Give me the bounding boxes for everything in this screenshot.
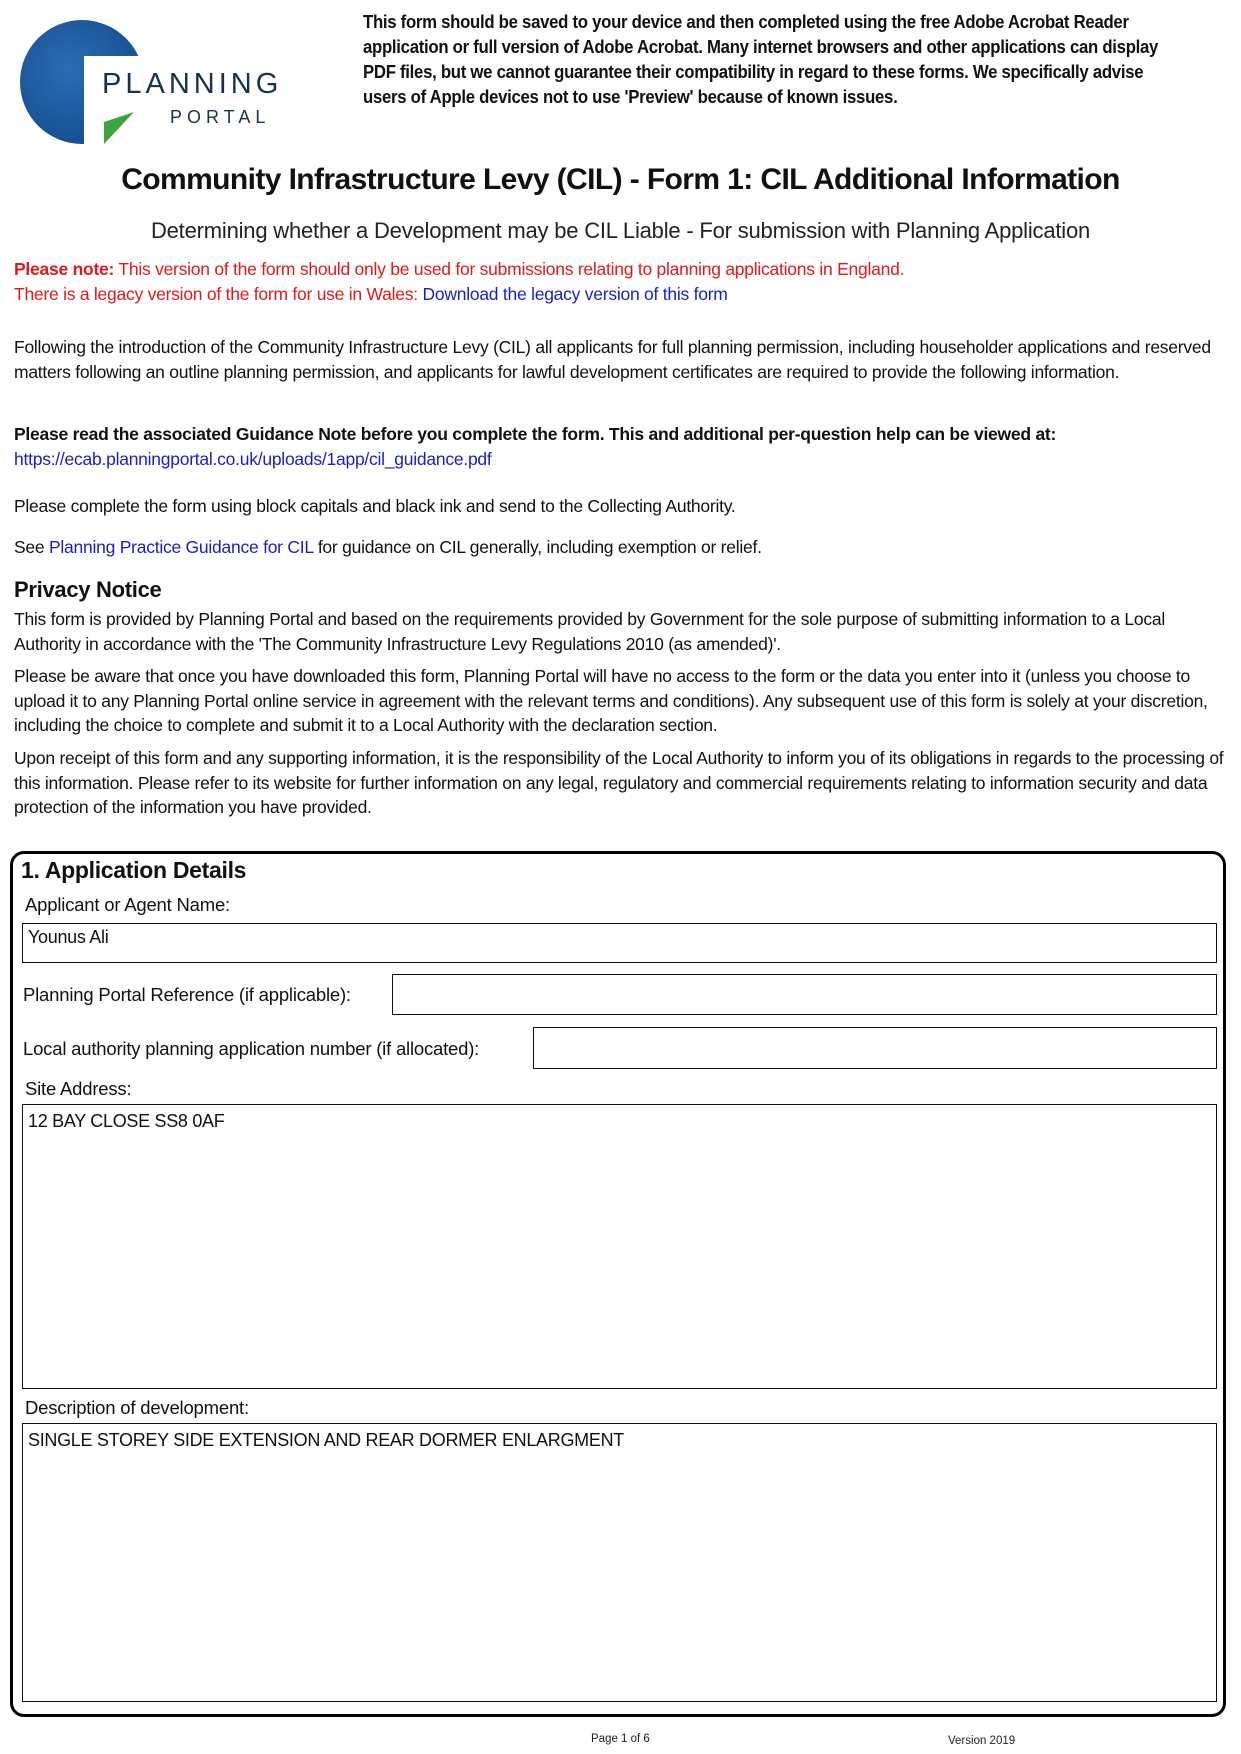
site-address-field[interactable]: 12 BAY CLOSE SS8 0AF [22, 1104, 1217, 1389]
please-note-text: This version of the form should only be used for submissions relating to planning applications in England. [114, 259, 905, 279]
section-title: 1. Application Details [21, 857, 247, 883]
description-field[interactable]: SINGLE STOREY SIDE EXTENSION AND REAR DORMER ENLARGMENT [22, 1423, 1217, 1702]
la-application-number-label: Local authority planning application number (if allocated): [23, 1038, 480, 1059]
applicant-name-field[interactable]: Younus Ali [22, 923, 1217, 963]
svg-text:PLANNING: PLANNING [102, 68, 283, 100]
planning-portal-logo [16, 18, 306, 146]
svg-text:PORTAL: PORTAL [170, 107, 271, 127]
privacy-paragraph-1: This form is provided by Planning Portal and based on the requirements provided by Government for the sole purpose of submitting information to a Local Authority in accordance with the 'The Community Infrastructure Levy Regulations 2010 (as amended)'. [14, 609, 1165, 654]
acrobat-notice: This form should be saved to your device and then completed using the free Adobe Acrobat Reader application or full version of Adobe Acrobat. Many internet browsers and other applications can display PDF files, but we cannot guarantee their compatibility in regard to these forms. We specifically advise users of Apple devices not to use 'Preview' because of known issues. [363, 12, 1159, 107]
please-note [14, 257, 1229, 282]
see-suffix: for guidance on CIL generally, including exemption or relief. [313, 537, 762, 557]
see-prefix: See [14, 537, 49, 557]
complete-instructions: Please complete the form using block capitals and black ink and send to the Collecting Authority. [14, 496, 736, 516]
site-address-label: Site Address: [25, 1078, 132, 1099]
form-title: Community Infrastructure Levy (CIL) - Form 1: CIL Additional Information [121, 163, 1120, 196]
privacy-paragraph-3: Upon receipt of this form and any supporting information, it is the responsibility of the Local Authority to inform you of its obligations in regards to the processing of this information. Please refer to its website for further information on any legal, regulatory and commercial requirements relating to information security and data protection of the information you have provided. [14, 748, 1224, 817]
intro-paragraph: Following the introduction of the Community Infrastructure Levy (CIL) all applicants for full planning permission, including householder applications and reserved matters following an outline planning permission, and applicants for lawful development certificates are required to provide the following information. [14, 337, 1211, 382]
applicant-name-label: Applicant or Agent Name: [25, 894, 230, 915]
form-subtitle: Determining whether a Development may be CIL Liable - For submission with Planning Application [150, 218, 1091, 243]
planning-practice-guidance-link[interactable]: Planning Practice Guidance for CIL [49, 537, 314, 557]
see-guidance-line [14, 535, 1229, 560]
guidance-text: Please read the associated Guidance Note before you complete the form. This and additional per-question help can be viewed at: [14, 424, 1057, 444]
portal-reference-label: Planning Portal Reference (if applicable): [23, 984, 351, 1005]
privacy-paragraph-2: Please be aware that once you have downloaded this form, Planning Portal will have no access to the form or the data you enter into it (unless you choose to upload it to any Planning Portal online service in agreement with the relevant terms and conditions). Any subsequent use of this form is solely at your discretion, including the choice to complete and submit it to a Local Authority with the declaration section. [14, 666, 1208, 735]
wales-note [14, 282, 1229, 307]
privacy-heading: Privacy Notice [14, 577, 162, 602]
guidance-link[interactable]: https://ecab.planningportal.co.uk/uploads/1app/cil_guidance.pdf [14, 449, 492, 469]
la-application-number-field[interactable] [533, 1027, 1217, 1069]
please-note-label: Please note: [14, 259, 115, 279]
legacy-form-link[interactable]: Download the legacy version of this form [422, 284, 728, 304]
description-label: Description of development: [25, 1397, 249, 1418]
logo-icon [16, 18, 306, 146]
portal-reference-field[interactable] [392, 974, 1217, 1015]
wales-note-text: There is a legacy version of the form for use in Wales: [14, 284, 423, 304]
version-label: Version 2019 [948, 1735, 1016, 1747]
page-number: Page 1 of 6 [591, 1733, 650, 1745]
